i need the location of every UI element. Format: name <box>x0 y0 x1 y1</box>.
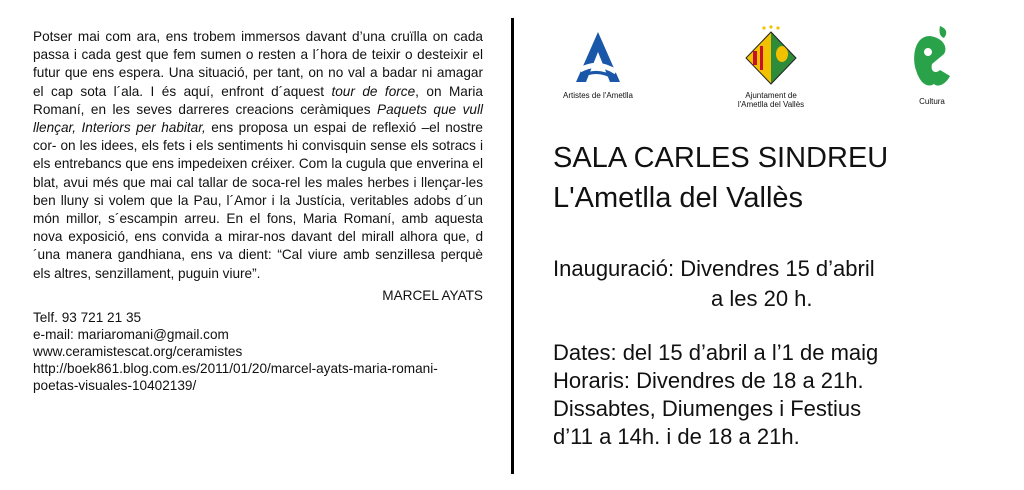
schedule-weekend: Dissabtes, Diumenges i Festius <box>553 396 862 421</box>
ajuntament-logo <box>728 24 814 109</box>
schedule-dates: Dates: del 15 d’abril a l’1 de maig <box>553 340 879 365</box>
inauguration-time: a les 20 h. <box>711 286 813 311</box>
vertical-divider <box>511 18 514 474</box>
venue-heading <box>553 138 888 218</box>
blog-url-line-2: poetas-visuales-10402139/ <box>33 377 197 393</box>
email: e-mail: mariaromani@gmail.com <box>33 326 229 342</box>
ajuntament-caption-2: l'Ametlla del Vallès <box>737 100 805 109</box>
left-column <box>33 28 483 394</box>
artistes-a-logo-icon <box>572 30 624 86</box>
inauguration <box>553 254 875 314</box>
website: www.ceramistescat.org/ceramistes <box>33 343 243 359</box>
inauguration-date: Inauguració: Divendres 15 d’abril <box>553 256 875 281</box>
schedule <box>553 339 878 451</box>
cultura-logo <box>900 24 964 106</box>
essay-italic-tour: tour de force <box>331 83 416 99</box>
essay-part-2: , on Maria Romaní, en les seves darreres creacions ceràmiques <box>33 83 483 117</box>
contact-block <box>33 309 483 394</box>
schedule-weekend-times: d’11 a 14h. i de 18 a 21h. <box>553 424 800 449</box>
cultura-caption: Cultura <box>919 97 945 106</box>
essay-text <box>33 28 483 283</box>
artistes-caption: Artistes de l'Ametlla <box>563 91 633 100</box>
essay-italic-works: Paquets que vull llençar, Interiors per habitar, <box>33 101 483 136</box>
schedule-hours: Horaris: Divendres de 18 a 21h. <box>553 368 864 393</box>
cultura-apple-icon <box>910 24 954 92</box>
artistes-logo <box>548 30 648 100</box>
phone: Telf. 93 721 21 35 <box>33 309 142 325</box>
venue-name: SALA CARLES SINDREU <box>553 142 889 174</box>
essay-part-1: Potser mai com ara, ens trobem immersos davant d’una cruïlla on cada passa i cada gest que fem sumen o resten a l´hora de teixir o desteixir el futur que ens espera. Una situació, per tant, on no val a badar ni amagar el cap sota l´ala. I és aquí, enfront d´aquest <box>33 29 483 99</box>
ajuntament-caption-1: Ajuntament de <box>745 91 797 100</box>
venue-town: L'Ametlla del Vallès <box>553 182 804 214</box>
signature: MARCEL AYATS <box>382 287 483 303</box>
blog-url-line-1: http://boek861.blog.com.es/2011/01/20/marcel-ayats-maria-romani- <box>33 360 438 376</box>
essay-part-3: ens proposa un espai de reflexió –el nostre cor- on les idees, els fets i els sentiments hi convisquin sense els sotracs i els entrebancs que ens impedeixen créixer. Com la cugula que enverina el blat, avui més que mai cal tallar de soca-rel les males herbes i llençar-les ben lluny si volem que la Pau, l´Amor i la Justícia, veritables adobs d´un món millor, s´escampin arreu. En el fons, Maria Romaní, amb aquesta nova exposició, ens convida a mirar-nos davant del mirall alhora que, d´una manera gandhiana, ens va dient: “Cal viure amb senzillesa perquè els altres, senzillament, puguin viure”. <box>33 120 483 281</box>
coat-of-arms-icon <box>740 24 802 86</box>
